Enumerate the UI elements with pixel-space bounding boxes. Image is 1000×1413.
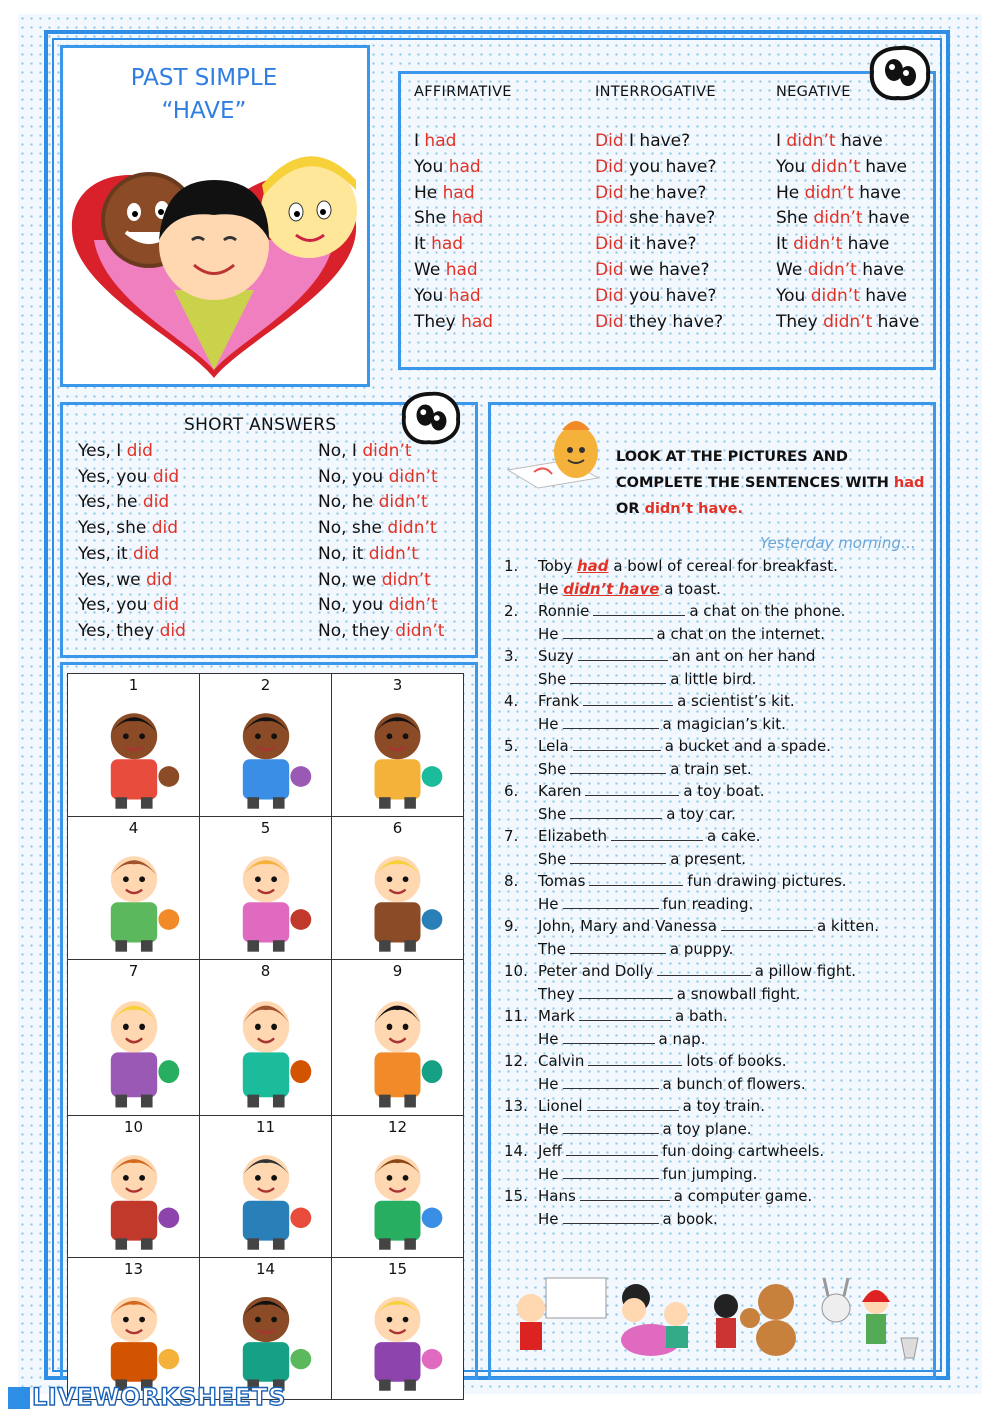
picture-cell: [332, 674, 463, 817]
exercise-number: 11.: [504, 1007, 528, 1025]
exercise-subject: He: [538, 1074, 559, 1093]
answer-blank[interactable]: [588, 1051, 682, 1066]
exercise-subject: Karen: [538, 782, 582, 800]
exercise-subject: The: [538, 939, 566, 958]
interrogative-row: Did you have?: [595, 156, 717, 177]
picture-number: 5: [260, 819, 271, 837]
exercise-phrase: an ant on her hand: [671, 647, 816, 665]
exercise-phrase: a computer game.: [673, 1187, 813, 1205]
answer-blank[interactable]: [563, 1164, 659, 1179]
answer-blank[interactable]: [563, 1119, 659, 1134]
picture-cell: [332, 1116, 463, 1258]
exercise-phrase: a puppy.: [669, 939, 734, 958]
answer-blank[interactable]: [570, 804, 662, 819]
affirmative-row: They had: [414, 311, 494, 332]
answer-blank[interactable]: [563, 624, 653, 639]
answer-blank[interactable]: [583, 691, 673, 706]
exercise-line: [500, 735, 879, 758]
exercise-number: 4.: [504, 692, 519, 710]
answer-blank[interactable]: [593, 601, 685, 616]
child-picture: [208, 1138, 324, 1252]
exercise-line: [500, 1050, 879, 1073]
exercise-line: [500, 1208, 879, 1231]
exercise-line: [500, 1095, 879, 1118]
exercise-line: [500, 915, 879, 938]
interrogative-row: Did they have?: [595, 311, 724, 332]
subtitle: Yesterday morning…: [760, 534, 916, 552]
answer-blank[interactable]: [566, 1141, 658, 1156]
exercise-phrase: a toy car.: [666, 804, 736, 823]
answer-blank[interactable]: [570, 759, 666, 774]
exercise-subject: Jeff: [538, 1142, 562, 1160]
exercise-line: [500, 780, 879, 803]
picture-number: 7: [128, 962, 139, 980]
exercise-line: [500, 848, 879, 871]
picture-cell: [200, 1258, 332, 1399]
short-answer-no: No, he didn’t: [318, 492, 428, 513]
short-answer-yes: Yes, she did: [78, 518, 179, 539]
exercise-line: [500, 983, 879, 1006]
exercise-phrase: a train set.: [670, 759, 752, 778]
answer-blank[interactable]: [585, 781, 679, 796]
picture-number: 4: [128, 819, 139, 837]
exercise-subject: Calvin: [538, 1052, 585, 1070]
exercise-line: [500, 1185, 879, 1208]
exercise-number: 13.: [504, 1097, 528, 1115]
exercise-line: [500, 713, 879, 736]
exercise-subject: Tomas: [538, 872, 586, 890]
negative-row: You didn’t have: [776, 156, 907, 177]
answer-blank[interactable]: [611, 826, 703, 841]
negative-row: She didn’t have: [776, 208, 910, 229]
exercise-line: [500, 1163, 879, 1186]
short-answer-yes: Yes, you did: [78, 595, 180, 616]
exercise-phrase: a toy train.: [682, 1097, 765, 1115]
picture-cell: [68, 1116, 200, 1258]
picture-number: 11: [255, 1118, 276, 1136]
bubble-icon: [400, 390, 462, 446]
child-picture: [76, 1138, 192, 1252]
exercise-line: [500, 690, 879, 713]
picture-number: 13: [123, 1260, 144, 1278]
answer-blank[interactable]: [570, 849, 666, 864]
picture-number: 9: [392, 962, 403, 980]
exercise-number: 12.: [504, 1052, 528, 1070]
answer-blank[interactable]: [563, 894, 659, 909]
picture-number: 15: [387, 1260, 408, 1278]
interrogative-column: [595, 129, 723, 335]
answer-blank[interactable]: [573, 736, 661, 751]
exercise-subject: Toby: [538, 557, 573, 575]
child-picture: [76, 839, 192, 954]
footer-logo[interactable]: LIVEWORKSHEETS: [8, 1383, 286, 1411]
short-answer-yes: Yes, we did: [78, 569, 173, 590]
child-picture: [340, 1138, 455, 1252]
interrogative-row: Did he have?: [595, 182, 707, 203]
short-answer-yes: Yes, I did: [78, 441, 153, 461]
exercise-line: [500, 938, 879, 961]
picture-number: 8: [260, 962, 271, 980]
exercise-line: [500, 1005, 879, 1028]
exercise-number: 6.: [504, 782, 519, 800]
exercise-subject: She: [538, 669, 567, 688]
short-answer-no: No, we didn’t: [318, 569, 431, 590]
short-answers-yes-column: [78, 439, 186, 645]
exercise-subject: He: [538, 1164, 559, 1183]
picture-number: 10: [123, 1118, 144, 1136]
picture-cell: [332, 1258, 463, 1399]
exercise-number: 10.: [504, 962, 528, 980]
exercise-subject: Elizabeth: [538, 827, 608, 845]
exercise-line: [500, 803, 879, 826]
exercise-phrase: fun drawing pictures.: [687, 872, 847, 890]
exercise-subject: John, Mary and Vanessa: [538, 917, 717, 935]
exercise-subject: Lionel: [538, 1097, 583, 1115]
exercise-line: [500, 758, 879, 781]
exercise-phrase: a chat on the internet.: [656, 624, 825, 643]
exercise-subject: Ronnie: [538, 602, 590, 620]
exercise-subject: They: [538, 984, 575, 1003]
answer-blank[interactable]: [563, 1209, 659, 1224]
exercise-line: [500, 1073, 879, 1096]
exercise-phrase: a chat on the phone.: [689, 602, 846, 620]
picture-cell: [68, 960, 200, 1116]
exercise-number: 14.: [504, 1142, 528, 1160]
exercise-subject: He: [538, 714, 559, 733]
picture-number: 12: [387, 1118, 408, 1136]
picture-cell: [68, 817, 200, 960]
answer-blank[interactable]: [570, 669, 666, 684]
exercise-subject: He: [538, 579, 559, 598]
header-negative: NEGATIVE: [776, 84, 851, 100]
short-answer-no: No, it didn’t: [318, 543, 418, 564]
child-picture: [340, 982, 455, 1110]
exercise-list: [500, 555, 879, 1230]
short-answers-title: SHORT ANSWERS: [184, 415, 337, 435]
exercise-subject: She: [538, 759, 567, 778]
exercise-subject: He: [538, 1119, 559, 1138]
short-answer-no: No, you didn’t: [318, 466, 438, 487]
affirmative-row: He had: [414, 182, 475, 203]
affirmative-column: [414, 129, 493, 335]
exercise-line: [500, 668, 879, 691]
exercise-line: [500, 623, 879, 646]
exercise-phrase: fun jumping.: [662, 1164, 758, 1183]
header-interrogative: INTERROGATIVE: [595, 84, 716, 100]
answer-blank[interactable]: [579, 984, 673, 999]
negative-row: You didn’t have: [776, 285, 907, 306]
exercise-phrase: a scientist’s kit.: [677, 692, 795, 710]
exercise-number: 7.: [504, 827, 519, 845]
short-answer-no: No, she didn’t: [318, 518, 437, 539]
child-picture: [76, 696, 192, 811]
affirmative-row: You had: [414, 156, 481, 177]
picture-cell: [200, 960, 332, 1116]
exercise-line: [500, 1118, 879, 1141]
interrogative-row: Did we have?: [595, 259, 710, 280]
picture-number: 14: [255, 1260, 276, 1278]
children-heart-illustration: [64, 140, 364, 382]
bottom-characters-illustration: [506, 1268, 926, 1366]
exercise-subject: Peter and Dolly: [538, 962, 653, 980]
answer-blank[interactable]: [570, 939, 666, 954]
exercise-subject: He: [538, 894, 559, 913]
picture-number: 1: [128, 676, 139, 694]
picture-number: 3: [392, 676, 403, 694]
picture-cell: [68, 674, 200, 817]
answer-blank[interactable]: [587, 1096, 679, 1111]
exercise-number: 2.: [504, 602, 519, 620]
exercise-phrase: a bath.: [675, 1007, 728, 1025]
logo-square-icon: [8, 1387, 30, 1409]
exercise-phrase: a bowl of cereal for breakfast.: [613, 557, 838, 575]
child-picture: [340, 839, 455, 954]
negative-row: I didn’t have: [776, 131, 883, 151]
exercise-subject: He: [538, 624, 559, 643]
bubble-icon: [868, 44, 932, 102]
answer-blank[interactable]: [563, 1074, 659, 1089]
exercise-phrase: a toy plane.: [662, 1119, 752, 1138]
affirmative-row: You had: [414, 285, 481, 306]
exercise-phrase: a toy boat.: [683, 782, 765, 800]
short-answer-yes: Yes, he did: [78, 492, 170, 513]
picture-cell: [332, 817, 463, 960]
picture-number: 6: [392, 819, 403, 837]
exercise-line: [500, 870, 879, 893]
exercise-subject: Suzy: [538, 647, 574, 665]
answer-blank[interactable]: [657, 961, 751, 976]
short-answer-no: No, you didn’t: [318, 595, 438, 616]
answer-blank[interactable]: [578, 646, 668, 661]
picture-number: 2: [260, 676, 271, 694]
exercise-number: 15.: [504, 1187, 528, 1205]
negative-row: We didn’t have: [776, 259, 904, 280]
child-picture: [76, 982, 192, 1110]
exercise-phrase: a kitten.: [816, 917, 880, 935]
exercise-line: [500, 1028, 879, 1051]
example-answer: didn’t have: [563, 579, 660, 598]
exercise-phrase: a snowball fight.: [676, 984, 801, 1003]
exercise-phrase: a toast.: [664, 579, 721, 598]
exercise-phrase: a pillow fight.: [754, 962, 857, 980]
negative-row: He didn’t have: [776, 182, 901, 203]
exercise-phrase: a book.: [662, 1209, 718, 1228]
short-answers-no-column: [318, 439, 444, 645]
exercise-phrase: fun doing cartwheels.: [662, 1142, 825, 1160]
affirmative-row: We had: [414, 259, 478, 280]
exercise-subject: He: [538, 1209, 559, 1228]
picture-grid: [67, 673, 464, 1400]
exercise-line: [500, 645, 879, 668]
page-title: PAST SIMPLE “HAVE”: [130, 65, 278, 124]
exercise-phrase: a magician’s kit.: [662, 714, 786, 733]
exercise-number: 3.: [504, 647, 519, 665]
affirmative-row: It had: [414, 234, 464, 255]
exercise-phrase: a bunch of flowers.: [662, 1074, 806, 1093]
child-picture: [208, 839, 324, 954]
header-affirmative: AFFIRMATIVE: [414, 84, 512, 100]
interrogative-row: Did it have?: [595, 234, 697, 255]
answer-blank[interactable]: [580, 1186, 670, 1201]
exercise-number: 1.: [504, 557, 519, 575]
exercise-subject: Mark: [538, 1007, 575, 1025]
picture-cell: [200, 674, 332, 817]
child-picture: [208, 696, 324, 811]
exercise-line: [500, 555, 879, 578]
exercise-phrase: a nap.: [658, 1029, 706, 1048]
negative-row: They didn’t have: [776, 311, 920, 332]
exercise-phrase: a little bird.: [670, 669, 757, 688]
example-answer: had: [576, 557, 609, 575]
instruction: LOOK AT THE PICTURES AND COMPLETE THE SENTENCES WITH had OR didn’t have.: [616, 449, 925, 517]
picture-cell: [68, 1258, 200, 1399]
picture-cell: [332, 960, 463, 1116]
short-answer-yes: Yes, it did: [78, 543, 160, 564]
short-answer-yes: Yes, they did: [78, 620, 186, 641]
exercise-subject: Frank: [538, 692, 580, 710]
child-picture: [340, 1280, 455, 1393]
exercise-subject: She: [538, 849, 567, 868]
exercise-phrase: lots of books.: [686, 1052, 787, 1070]
pencil-character-icon: [498, 412, 610, 490]
exercise-line: [500, 825, 879, 848]
exercise-phrase: a bucket and a spade.: [664, 737, 831, 755]
exercise-number: 5.: [504, 737, 519, 755]
picture-cell: [200, 817, 332, 960]
exercise-subject: Lela: [538, 737, 569, 755]
interrogative-row: Did you have?: [595, 285, 717, 306]
affirmative-row: She had: [414, 208, 484, 229]
interrogative-row: Did I have?: [595, 131, 691, 151]
short-answer-no: No, they didn’t: [318, 620, 445, 641]
child-picture: [208, 982, 324, 1110]
exercise-subject: She: [538, 804, 567, 823]
exercise-subject: Hans: [538, 1187, 576, 1205]
short-answer-no: No, I didn’t: [318, 441, 412, 461]
exercise-number: 8.: [504, 872, 519, 890]
exercise-line: [500, 1140, 879, 1163]
exercise-line: [500, 960, 879, 983]
answer-blank[interactable]: [579, 1006, 671, 1021]
exercise-phrase: a present.: [670, 849, 747, 868]
answer-blank[interactable]: [563, 1029, 655, 1044]
exercise-number: 9.: [504, 917, 519, 935]
child-picture: [76, 1280, 192, 1393]
exercise-line: [500, 600, 879, 623]
child-picture: [340, 696, 455, 811]
exercise-phrase: a cake.: [707, 827, 761, 845]
negative-column: [776, 129, 919, 335]
answer-blank[interactable]: [563, 714, 659, 729]
short-answer-yes: Yes, you did: [78, 466, 180, 487]
exercise-phrase: fun reading.: [662, 894, 754, 913]
answer-blank[interactable]: [589, 871, 683, 886]
picture-cell: [200, 1116, 332, 1258]
exercise-line: [500, 893, 879, 916]
answer-blank[interactable]: [721, 916, 813, 931]
negative-row: It didn’t have: [776, 234, 890, 255]
interrogative-row: Did she have?: [595, 208, 716, 229]
exercise-line: [500, 578, 879, 601]
child-picture: [208, 1280, 324, 1393]
exercise-subject: He: [538, 1029, 559, 1048]
affirmative-row: I had: [414, 131, 457, 151]
